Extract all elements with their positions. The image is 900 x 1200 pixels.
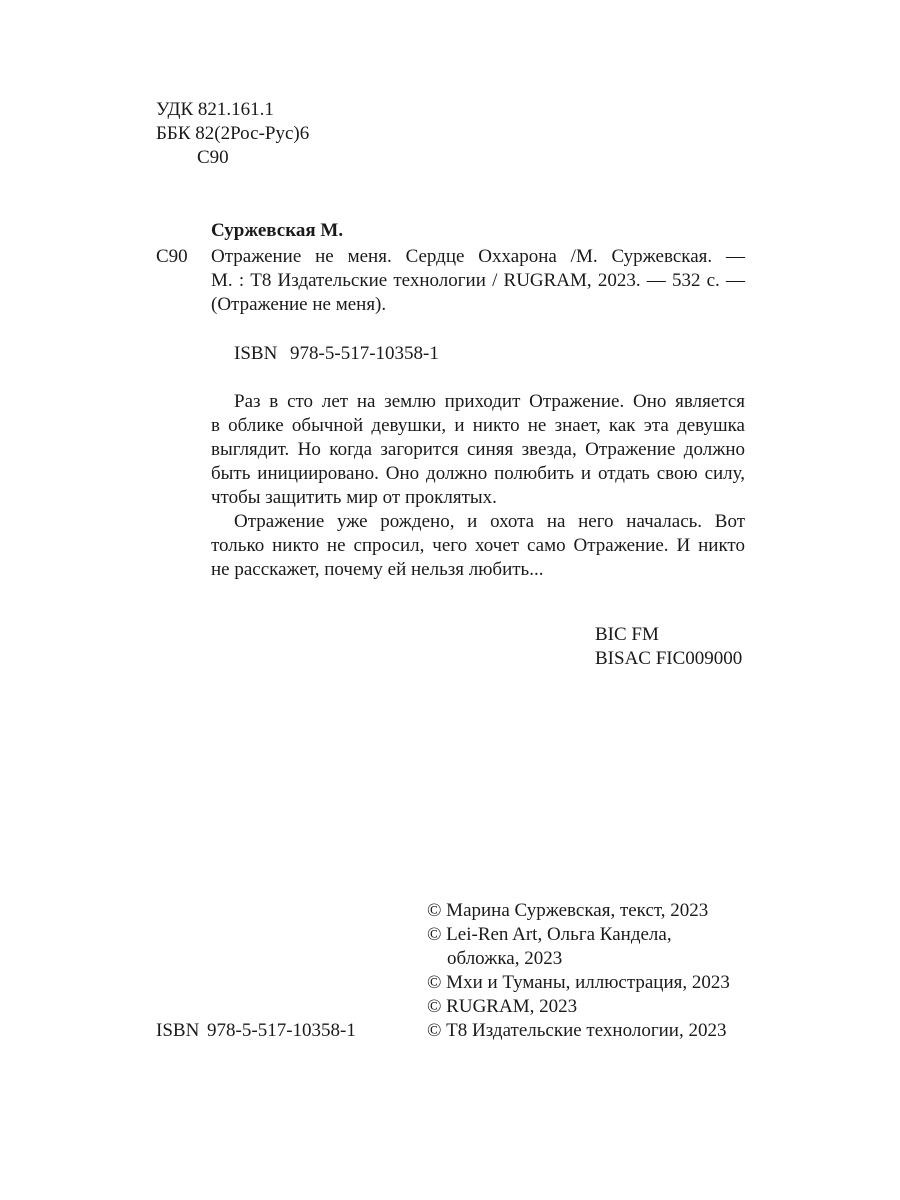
annotation-line: чтобы защитить мир от проклятых. [211, 487, 497, 508]
author-mark-side: С90 [156, 246, 188, 267]
copyright-line: © Т8 Издательские технологии, 2023 [427, 1020, 727, 1041]
annotation-line: быть инициировано. Оно должно полюбить и отдать свою силу, [211, 463, 745, 484]
annotation-paragraph [211, 390, 745, 510]
author-mark-top: С90 [197, 147, 229, 168]
biblio-line: М. : Т8 Издательские технологии / RUGRAM, 2023. — 532 с. — [211, 270, 745, 291]
copyright-block [427, 899, 747, 1043]
copyright-line: © Мхи и Туманы, иллюстрация, 2023 [427, 972, 730, 993]
annotation-line: Раз в сто лет на землю приходит Отражение. Оно является [234, 391, 745, 412]
isbn-main: ISBN 978-5-517-10358-1 [234, 343, 439, 364]
annotation-line: выглядит. Но когда загорится синяя звезда, Отражение должно [211, 439, 745, 460]
annotation-line: только никто не спросил, чего хочет само Отражение. И никто [211, 535, 745, 556]
bisac-code: BISAC FIC009000 [595, 648, 743, 669]
subject-codes [595, 623, 742, 671]
bic-code: BIC FM [595, 624, 659, 645]
biblio-line: (Отражение не меня). [211, 294, 387, 315]
annotation [211, 390, 745, 582]
copyright-line: обложка, 2023 [447, 948, 563, 969]
bibliographic-description [211, 245, 745, 317]
annotation-line: Отражение уже рождено, и охота на него началась. Вот [234, 511, 745, 532]
annotation-paragraph [211, 510, 745, 582]
udk-code: УДК 821.161.1 [156, 99, 274, 120]
annotation-line: не расскажет, почему ей нельзя любить... [211, 559, 544, 580]
copyright-line: © Марина Суржевская, текст, 2023 [427, 900, 709, 921]
isbn-bottom: ISBN 978-5-517-10358-1 [156, 1020, 356, 1041]
copyright-line: © Lei-Ren Art, Ольга Кандела, [427, 924, 672, 945]
classification-block [156, 98, 309, 146]
bbk-code: ББК 82(2Рос-Рус)6 [156, 123, 310, 144]
author-name: Суржевская М. [211, 220, 344, 241]
biblio-line: Отражение не меня. Сердце Оххарона /М. Суржевская. — [211, 246, 745, 267]
annotation-line: в облике обычной девушки, и никто не знает, как эта девушка [211, 415, 745, 436]
copyright-line: © RUGRAM, 2023 [427, 996, 578, 1017]
